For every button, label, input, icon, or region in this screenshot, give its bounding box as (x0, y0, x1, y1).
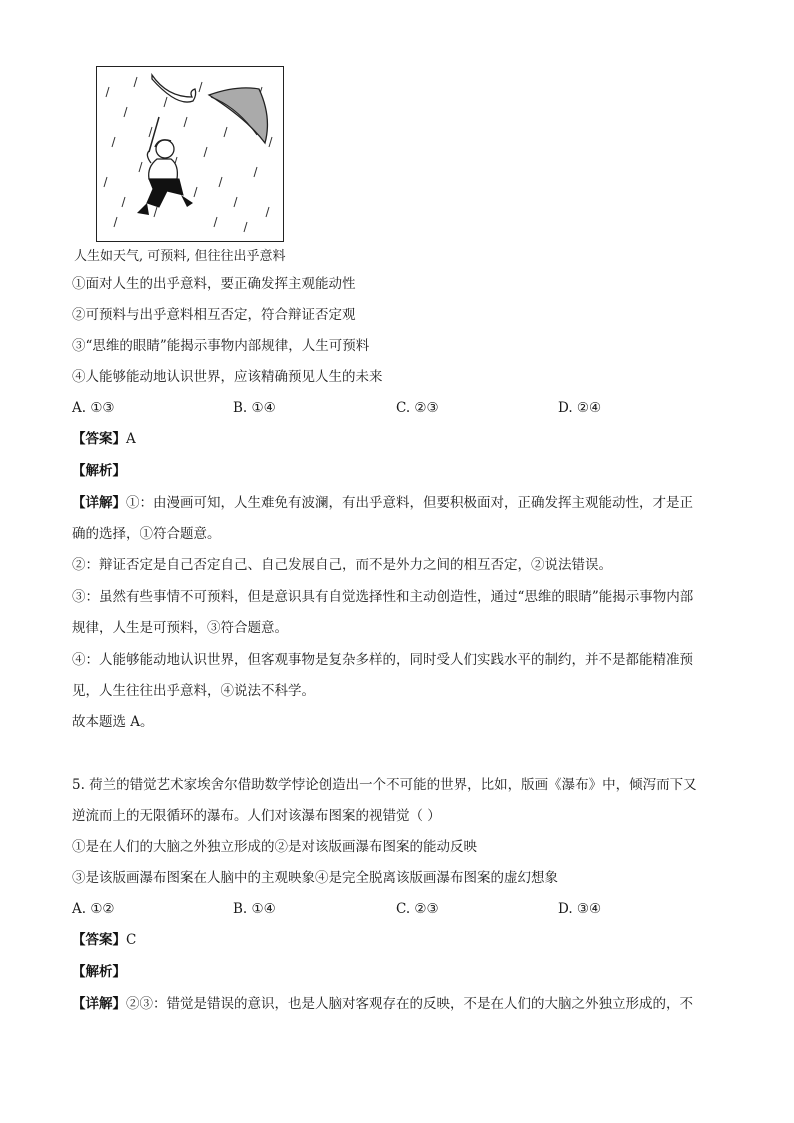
q4-detail-text-1: ①：由漫画可知，人生难免有波澜，有出乎意料，但要积极面对，正确发挥主观能动性，才是正 (126, 495, 693, 511)
q5-option-d: D. ③④ (558, 901, 602, 917)
q4-detail-line-1 (72, 493, 693, 513)
q5-option-b: B. ①④ (233, 901, 276, 917)
q5-answer-tag: 【答案】 (72, 932, 126, 948)
q4-detail-line-3: ②：辩证否定是自己否定自己、自己发展自己，而不是外力之间的相互否定，②说法错误。 (72, 557, 612, 573)
q5-statements-line-1: ①是在人们的大脑之外独立形成的②是对该版画瀑布图案的能动反映 (72, 839, 477, 855)
q5-detail-tag: 【详解】 (72, 996, 126, 1012)
q4-statement-4: ④人能够能动地认识世界，应该精确预见人生的未来 (72, 369, 383, 385)
q5-detail-line-1 (72, 994, 693, 1014)
q4-statement-1: ①面对人生的出乎意料，要正确发挥主观能动性 (72, 276, 356, 292)
q4-answer-line (72, 429, 136, 449)
q4-analysis-line (72, 461, 126, 481)
q4-answer-value: A (126, 431, 136, 447)
q4-detail-line-2: 确的选择，①符合题意。 (72, 526, 221, 542)
q5-option-c: C. ②③ (396, 901, 439, 917)
q5-analysis-tag: 【解析】 (72, 964, 126, 980)
q4-detail-line-6: ④：人能够能动地认识世界，但客观事物是复杂多样的，同时受人们实践水平的制约，并不是都能精准预 (72, 652, 693, 668)
cartoon-drawing (97, 67, 283, 241)
q4-statement-2: ②可预料与出乎意料相互否定，符合辩证否定观 (72, 307, 356, 323)
q4-option-d: D. ②④ (558, 400, 602, 416)
q5-analysis-line (72, 962, 126, 982)
q5-answer-line (72, 930, 136, 950)
q5-detail-text-1: ②③：错觉是错误的意识，也是人脑对客观存在的反映，不是在人们的大脑之外独立形成的，不 (126, 996, 693, 1012)
q4-detail-line-4: ③：虽然有些事情不可预料，但是意识具有自觉选择性和主动创造性，通过“思维的眼睛”能揭示事物内部 (72, 589, 694, 605)
q5-stem-line-2: 逆流而上的无限循环的瀑布。人们对该瀑布图案的视错觉（ ） (72, 808, 441, 824)
q5-stem-line-1: 5. 荷兰的错觉艺术家埃舍尔借助数学悖论创造出一个不可能的世界，比如，版画《瀑布》中，倾泻而下又 (72, 777, 697, 793)
q4-option-c: C. ②③ (396, 400, 439, 416)
q4-analysis-tag: 【解析】 (72, 463, 126, 479)
cartoon-caption: 人生如天气, 可预料, 但往往出乎意料 (74, 249, 286, 264)
q4-option-b: B. ①④ (233, 400, 276, 416)
q4-detail-line-5: 规律，人生是可预料，③符合题意。 (72, 620, 288, 636)
q4-option-a: A. ①③ (72, 400, 115, 416)
q4-conclusion: 故本题选 A。 (72, 714, 154, 730)
q4-detail-tag: 【详解】 (72, 495, 126, 511)
q4-detail-line-7: 见，人生往往出乎意料，④说法不科学。 (72, 683, 315, 699)
q4-statement-3: ③“思维的眼睛”能揭示事物内部规律，人生可预料 (72, 338, 370, 354)
rain-umbrella-man-cartoon (96, 66, 284, 242)
q5-answer-value: C (126, 932, 137, 948)
q4-answer-tag: 【答案】 (72, 431, 126, 447)
q5-statements-line-2: ③是该版画瀑布图案在人脑中的主观映象④是完全脱离该版画瀑布图案的虚幻想象 (72, 870, 558, 886)
q5-option-a: A. ①② (72, 901, 115, 917)
